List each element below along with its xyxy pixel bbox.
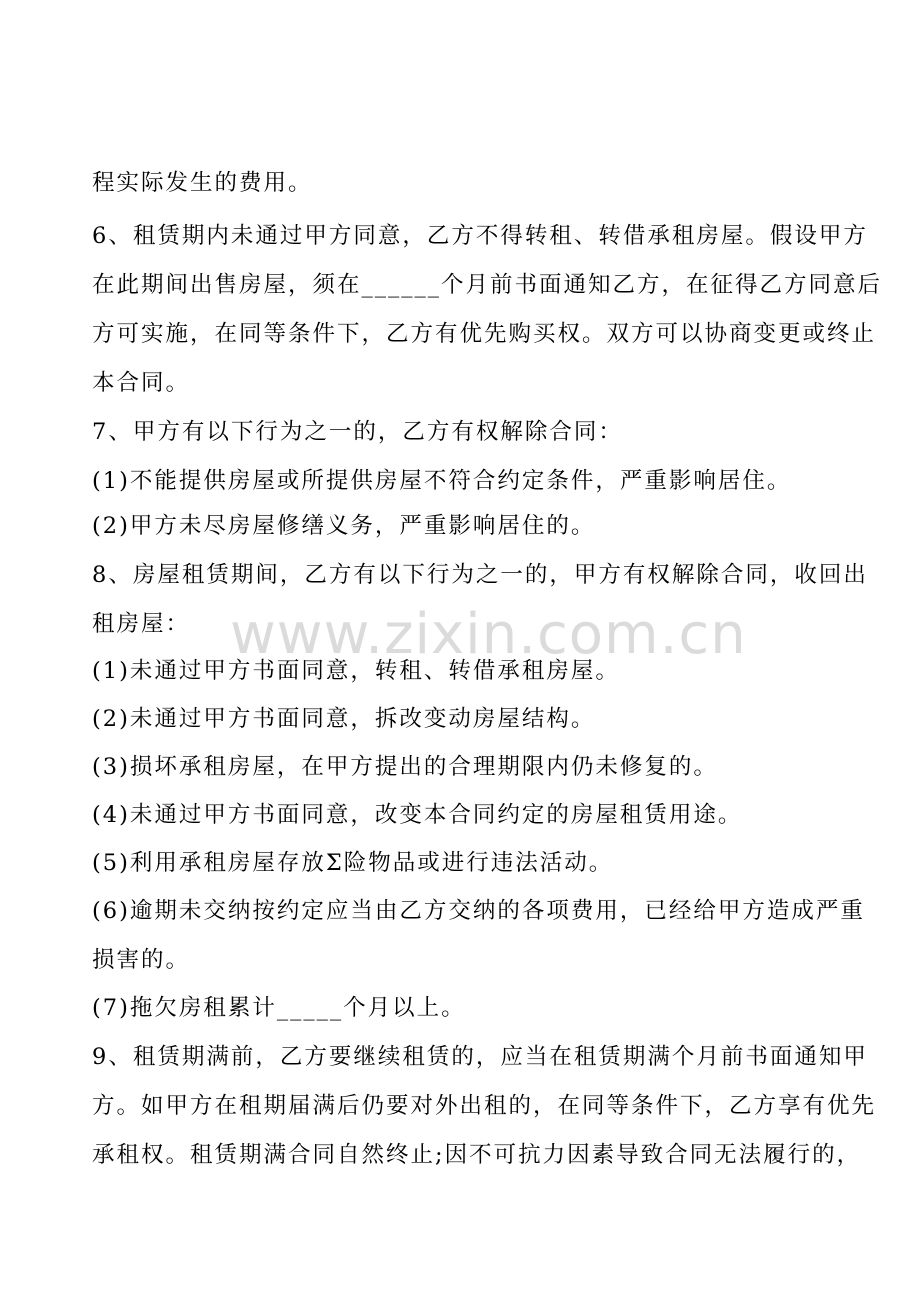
text-line: 方可实施，在同等条件下，乙方有优先购买权。双方可以协商变更或终止: [92, 321, 877, 347]
text-line: 程实际发生的费用。: [92, 170, 313, 196]
text-line: 方。如甲方在租期届满后仍要对外出租的，在同等条件下，乙方享有优先: [92, 1093, 877, 1119]
text-line: (6)逾期未交纳按约定应当由乙方交纳的各项费用，已经给甲方造成严重: [92, 898, 865, 924]
text-line: 7、甲方有以下行为之一的，乙方有权解除合同：: [92, 419, 623, 445]
text-line: (1)不能提供房屋或所提供房屋不符合约定条件，严重影响居住。: [92, 468, 792, 494]
text-line: 租房屋：: [92, 611, 191, 637]
text-line: 6、租赁期内未通过甲方同意，乙方不得转租、转借承租房屋。假设甲方: [92, 223, 868, 249]
text-line: (4)未通过甲方书面同意，改变本合同约定的房屋租赁用途。: [92, 802, 743, 828]
text-line: (1)未通过甲方书面同意，转租、转借承租房屋。: [92, 658, 620, 684]
text-line: (3)损坏承租房屋，在甲方提出的合理期限内仍未修复的。: [92, 754, 718, 780]
text-line: 本合同。: [92, 370, 191, 396]
text-line: 在此期间出售房屋，须在______个月前书面通知乙方，在征得乙方同意后: [92, 272, 883, 298]
text-line: 9、租赁期满前，乙方要继续租赁的，应当在租赁期满个月前书面通知甲: [92, 1044, 868, 1070]
text-line: (5)利用承租房屋存放Σ险物品或进行违法活动。: [92, 850, 614, 876]
text-line: 8、房屋租赁期间，乙方有以下行为之一的，甲方有权解除合同，收回出: [92, 562, 868, 588]
text-line: 承租权。租赁期满合同自然终止;因不可抗力因素导致合同无法履行的，: [92, 1142, 862, 1168]
text-line: (2)未通过甲方书面同意，拆改变动房屋结构。: [92, 706, 596, 732]
text-line: 损害的。: [92, 947, 191, 973]
watermark: www.zixin.com.cn: [230, 602, 747, 667]
text-line: (7)拖欠房租累计_____个月以上。: [92, 995, 466, 1021]
text-line: (2)甲方未尽房屋修缮义务，严重影响居住的。: [92, 513, 596, 539]
